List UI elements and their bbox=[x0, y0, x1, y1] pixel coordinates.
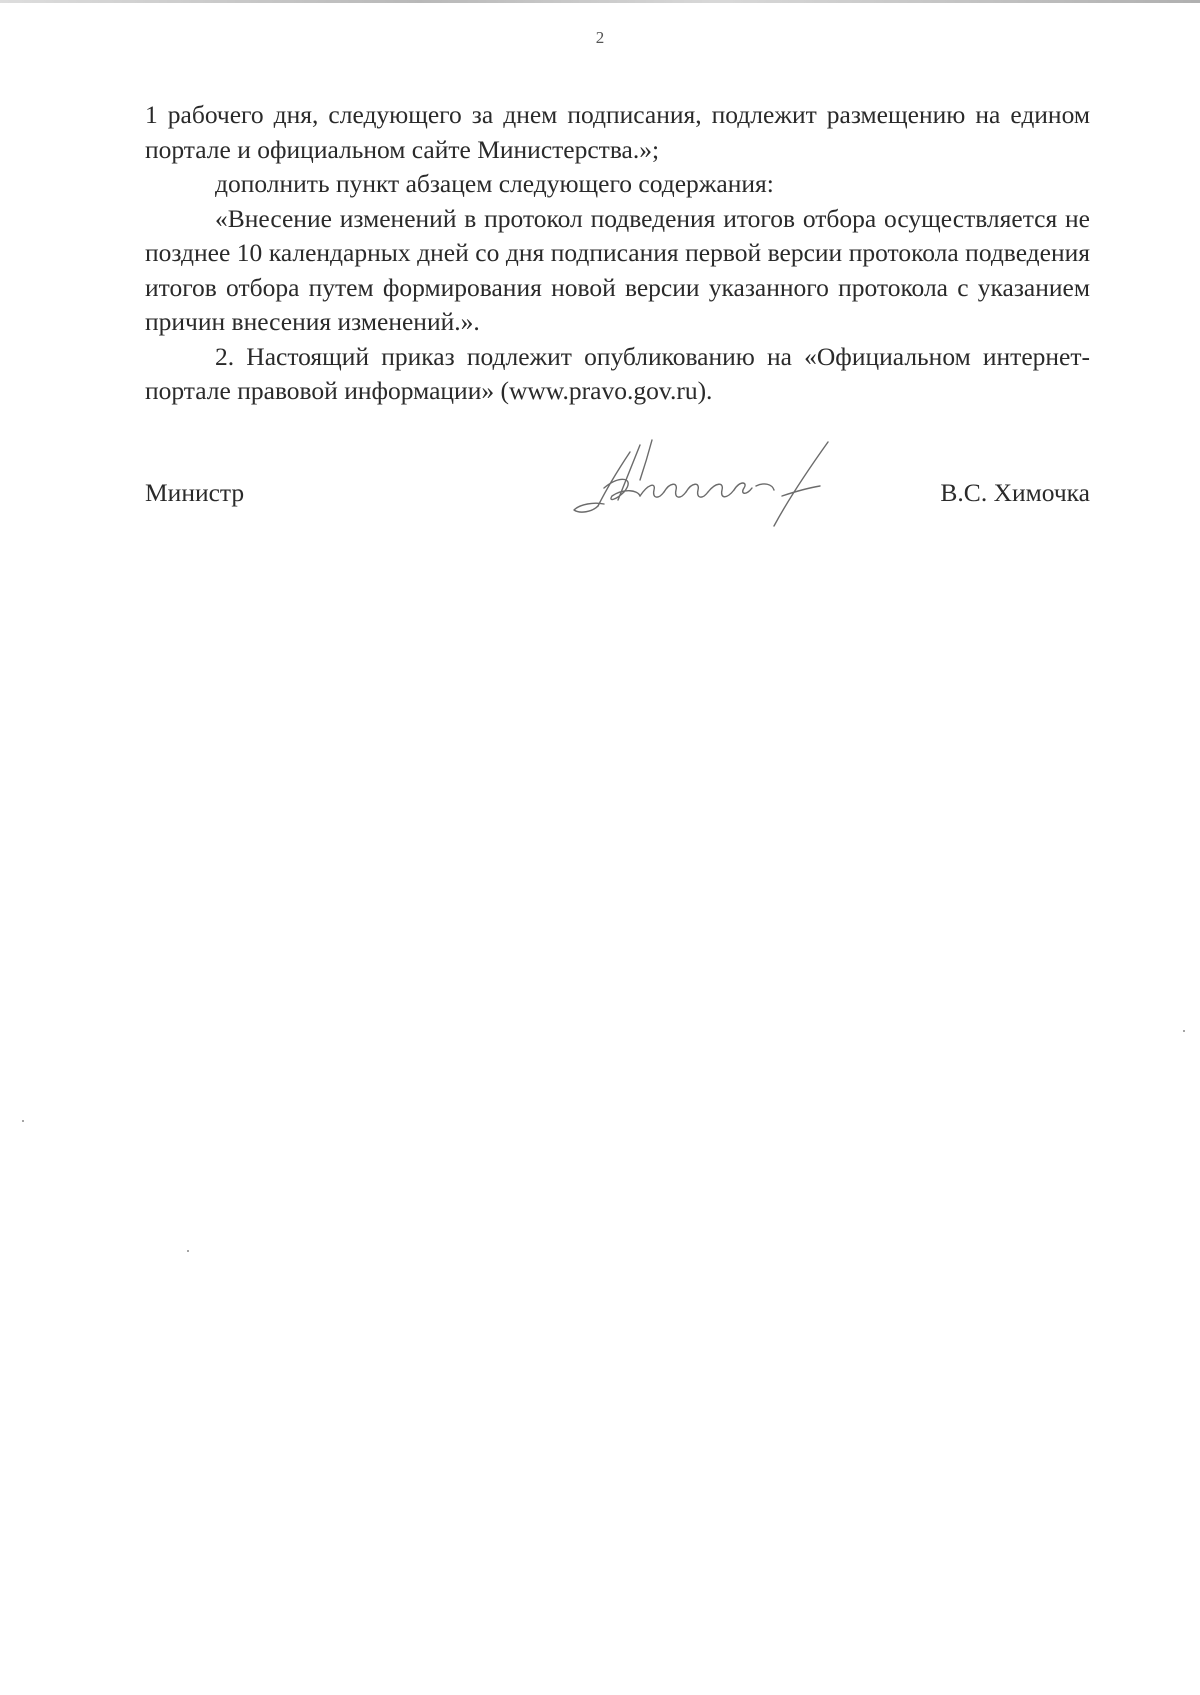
paragraph-publication: 2. Настоящий приказ подлежит опубликованию на «Официальном интернет-портале правовой информации» (www.pravo.gov.ru). bbox=[145, 341, 1090, 405]
page-number: 2 bbox=[595, 28, 605, 47]
scan-speck bbox=[187, 1250, 189, 1252]
paragraph-amendment-intro: дополнить пункт абзацем следующего содержания: bbox=[215, 169, 774, 198]
document-body bbox=[145, 98, 1090, 409]
paragraph-continuation: 1 рабочего дня, следующего за днем подписания, подлежит размещению на едином портале и официальном сайте Министерства.»; bbox=[145, 100, 1090, 164]
paragraph-amendment-text: «Внесение изменений в протокол подведения итогов отбора осуществляется не позднее 10 календарных дней со дня подписания первой версии протокола подведения итогов отбора путем формирования новой версии указанного протокола с указанием причин внесения изменений.». bbox=[145, 203, 1090, 336]
scan-top-edge bbox=[0, 0, 1200, 3]
signatory-title: Министр bbox=[145, 478, 245, 507]
scan-speck bbox=[1183, 1030, 1185, 1032]
signatory-name: В.С. Химочка bbox=[940, 478, 1090, 507]
scan-speck bbox=[22, 1120, 24, 1122]
handwritten-signature-icon bbox=[568, 430, 868, 530]
